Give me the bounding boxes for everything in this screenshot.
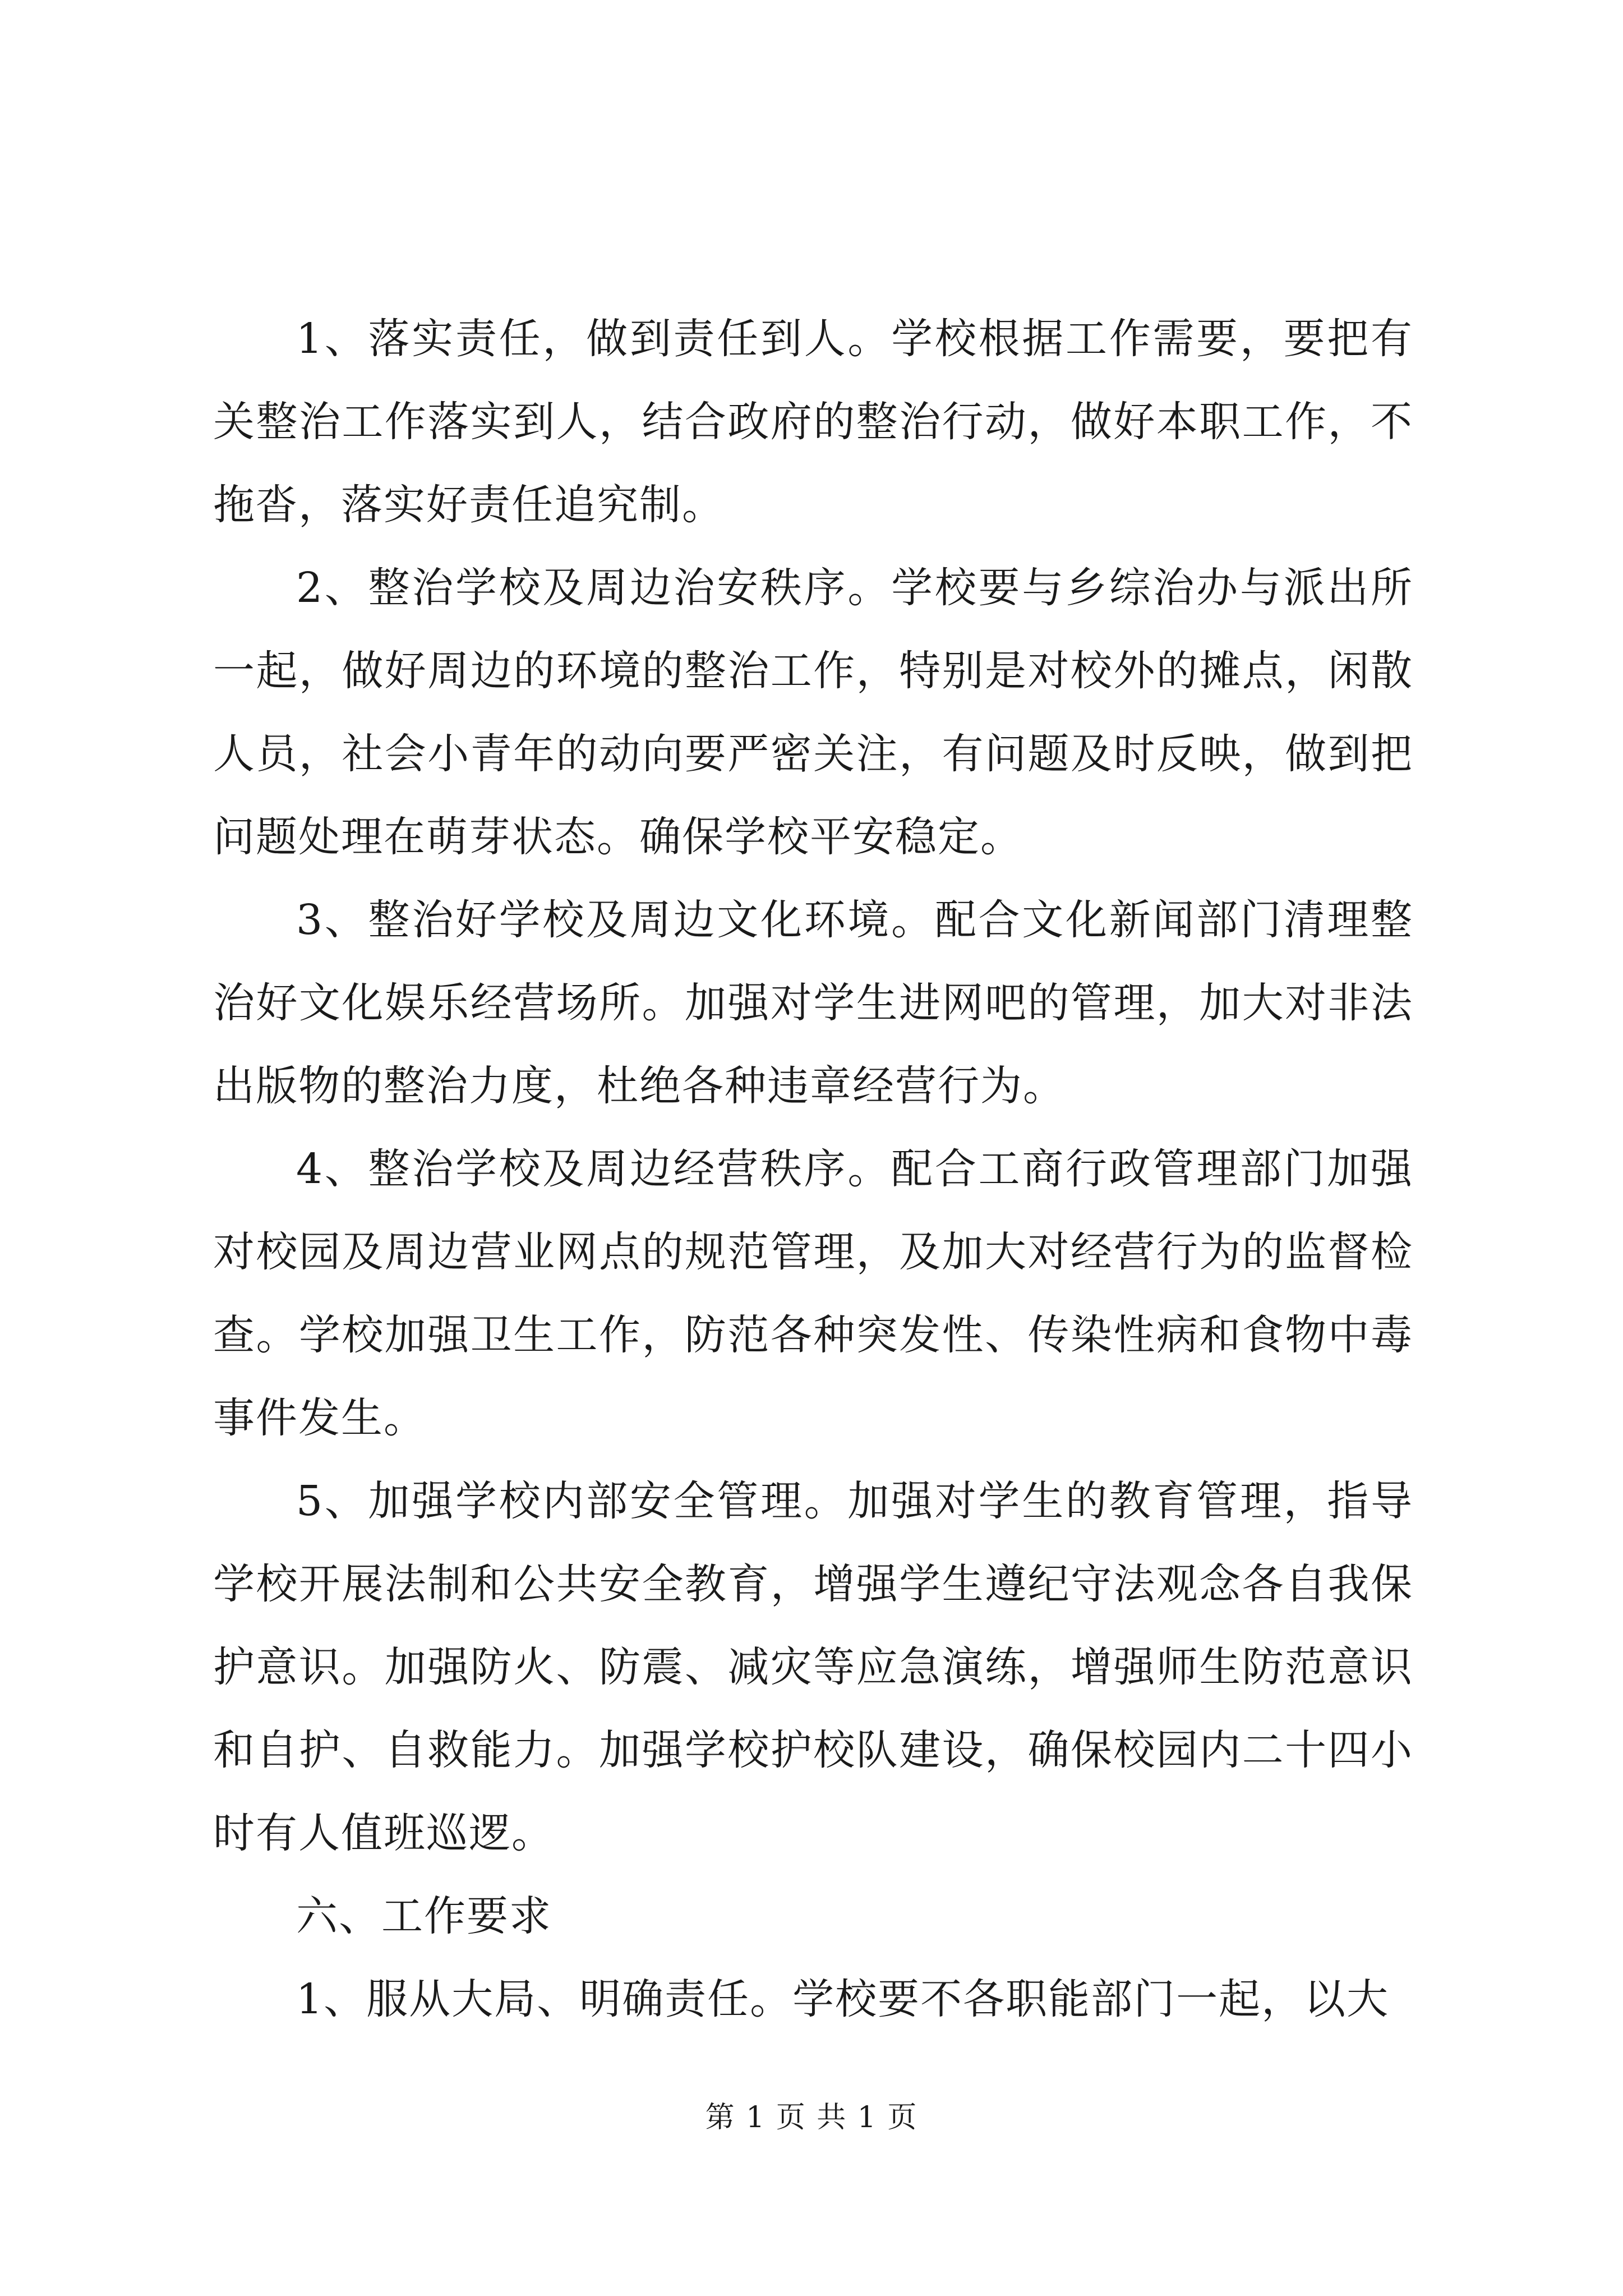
paragraph-2: 2、整治学校及周边治安秩序。学校要与乡综治办与派出所一起，做好周边的环境的整治工作，特别是对校外的摊点，闲散人员，社会小青年的动向要严密关注，有问题及时反映，做到把问题处理在萌芽状态。确保学校平安稳定。 xyxy=(213,564,1413,861)
document-body xyxy=(213,297,1413,2041)
paragraph-3: 3、整治好学校及周边文化环境。配合文化新闻部门清理整治好文化娱乐经营场所。加强对学生进网吧的管理，加大对非法出版物的整治力度，杜绝各种违章经营行为。 xyxy=(213,896,1413,1110)
paragraph-4: 4、整治学校及周边经营秩序。配合工商行政管理部门加强对校园及周边营业网点的规范管理，及加大对经营行为的监督检查。学校加强卫生工作，防范各种突发性、传染性病和食物中毒事件发生。 xyxy=(213,1145,1413,1442)
paragraph-5: 5、加强学校内部安全管理。加强对学生的教育管理，指导学校开展法制和公共安全教育，增强学生遵纪守法观念各自我保护意识。加强防火、防震、减灾等应急演练，增强师生防范意识和自护、自救能力。加强学校护校队建设，确保校园内二十四小时有人值班巡逻。 xyxy=(213,1477,1413,1857)
paragraph-1: 1、落实责任，做到责任到人。学校根据工作需要，要把有关整治工作落实到人，结合政府的整治行动，做好本职工作，不拖沓，落实好责任追究制。 xyxy=(213,315,1413,529)
paragraph-last: 1、服从大局、明确责任。学校要不各职能部门一起，以大 xyxy=(296,1975,1390,2023)
section-heading: 六、工作要求 xyxy=(296,1892,552,1940)
page-footer: 第 1 页 共 1 页 xyxy=(705,2101,918,2134)
